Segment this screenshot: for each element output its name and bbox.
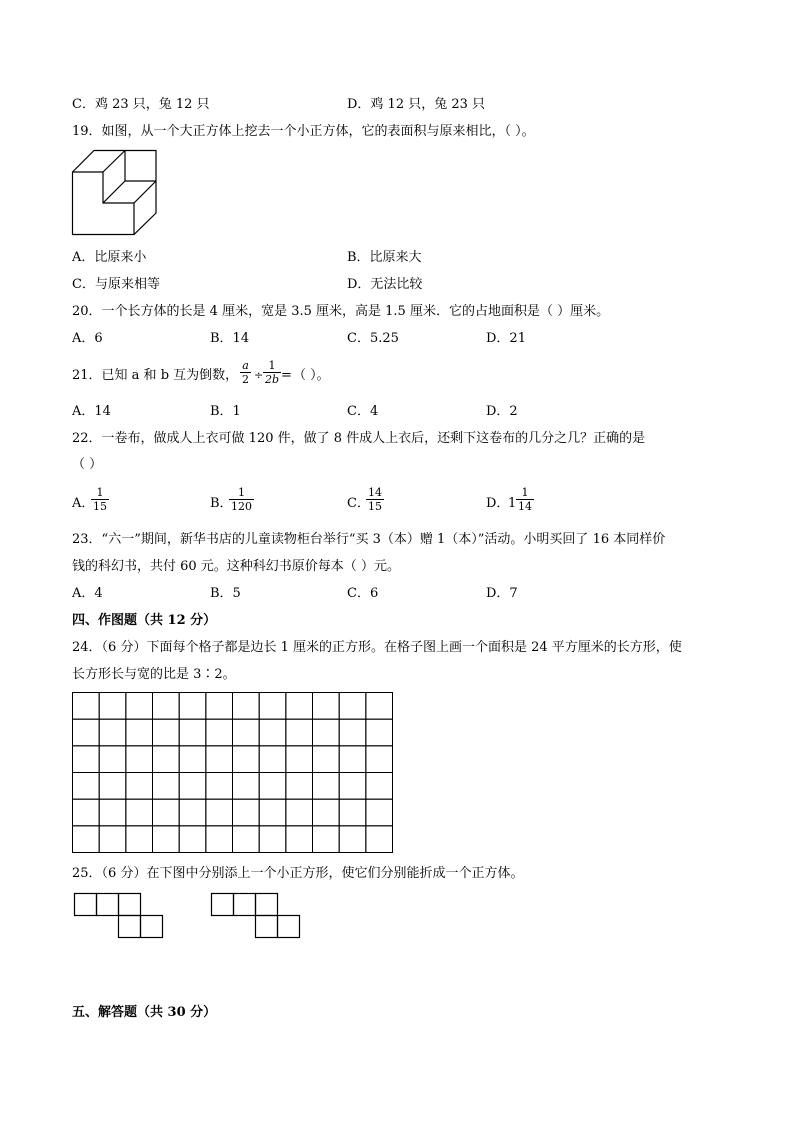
grid-cell (179, 719, 206, 746)
grid-cell (73, 693, 100, 720)
question-22: 22．一卷布，做成人上衣可做 120 件，做了 8 件成人上衣后，还剩下这卷布的几分之几？正确的是 (72, 431, 646, 446)
grid-cell (313, 773, 340, 800)
grid-cell (126, 799, 153, 826)
grid-cell (339, 826, 366, 853)
grid-cell (126, 746, 153, 773)
divide-sign: ÷ (254, 369, 264, 382)
option-d: D．鸡 12 只，兔 23 只 (347, 97, 486, 112)
grid-cell (153, 799, 180, 826)
grid-cell (73, 746, 100, 773)
grid-cell (366, 719, 393, 746)
grid-cell (286, 799, 313, 826)
grid-cell (233, 746, 260, 773)
cube-figure (72, 150, 162, 240)
grid-cell (233, 826, 260, 853)
grid-cell (233, 799, 260, 826)
square-grid (72, 692, 393, 853)
question-25: 25．（6 分）在下图中分别添上一个小正方形，使它们分别能折成一个正方体。 (72, 866, 524, 881)
grid-cell (99, 773, 126, 800)
question-19: 19．如图，从一个大正方体上挖去一个小正方体，它的表面积与原来相比，（ ）。 (72, 124, 535, 139)
option-c: C．与原来相等 (72, 277, 160, 292)
grid-cell (259, 773, 286, 800)
option-b: B． (210, 496, 233, 511)
grid-cell (153, 826, 180, 853)
grid-cell (339, 799, 366, 826)
option-c: C．鸡 23 只，兔 12 只 (72, 97, 210, 112)
fraction-1-over-2b: $\frac{1}{2b}$ (265, 359, 280, 386)
option-b: B．14 (210, 331, 250, 346)
grid-cell (126, 693, 153, 720)
grid-cell (313, 719, 340, 746)
grid-cell (153, 773, 180, 800)
grid-cell (233, 719, 260, 746)
grid-cell (366, 773, 393, 800)
grid-cell (339, 693, 366, 720)
grid-cell (126, 826, 153, 853)
grid-cell (313, 799, 340, 826)
question-24-cont: 长方形长与宽的比是 3∶2。 (72, 667, 236, 682)
question-20: 20．一个长方体的长是 4 厘米，宽是 3.5 厘米，高是 1.5 厘米．它的占地面积是（ ）厘米。 (72, 304, 610, 319)
grid-cell (73, 773, 100, 800)
option-a: A． (72, 496, 95, 511)
section-heading: 四、作图题（共 12 分） (72, 613, 217, 628)
grid-cell (366, 826, 393, 853)
option-b: B．1 (210, 404, 241, 419)
grid-cell (313, 693, 340, 720)
option-d: D．2 (486, 404, 518, 419)
option-a: A．14 (72, 404, 111, 419)
grid-cell (286, 746, 313, 773)
option-a: A．比原来小 (72, 250, 147, 265)
grid-cell (286, 693, 313, 720)
option-d: D．无法比较 (347, 277, 423, 292)
grid-cell (286, 826, 313, 853)
grid-cell (73, 799, 100, 826)
grid-cell (153, 746, 180, 773)
question-24: 24．（6 分）下面每个格子都是边长 1 厘米的正方形。在格子图上画一个面积是 24 平方厘米的长方形，使 (72, 640, 682, 655)
grid-cell (99, 693, 126, 720)
fraction-a-over-2: $\frac{a}{2}$ (242, 359, 249, 386)
option-a: A．4 (72, 586, 103, 601)
option-c: C．6 (347, 586, 379, 601)
grid-cell (259, 693, 286, 720)
grid-cell (179, 693, 206, 720)
grid-cell (206, 746, 233, 773)
grid-cell (339, 773, 366, 800)
grid-cell (206, 773, 233, 800)
grid-cell (366, 799, 393, 826)
net-figure-right (211, 893, 303, 941)
grid-cell (259, 719, 286, 746)
grid-cell (339, 719, 366, 746)
grid-cell (286, 719, 313, 746)
option-d: D．21 (486, 331, 526, 346)
mixed-number-whole: 1 (508, 496, 517, 511)
option-d: D． (486, 496, 510, 511)
fraction-1-120: $\frac{1}{120}$ (231, 486, 252, 513)
grid-cell (366, 693, 393, 720)
grid-cell (179, 826, 206, 853)
grid-cell (126, 719, 153, 746)
grid-cell (179, 773, 206, 800)
grid-cell (366, 746, 393, 773)
grid-cell (259, 826, 286, 853)
option-a: A．6 (72, 331, 103, 346)
fraction-14-15: $\frac{14}{15}$ (368, 486, 382, 513)
grid-cell (179, 799, 206, 826)
grid-cell (233, 693, 260, 720)
grid-cell (99, 746, 126, 773)
grid-cell (73, 719, 100, 746)
grid-cell (206, 693, 233, 720)
grid-cell (259, 746, 286, 773)
section-heading: 五、解答题（共 30 分） (72, 1005, 217, 1020)
question-23: 23．“六一”期间，新华书店的儿童读物柜台举行“买 3（本）赠 1（本）”活动。小明买回了 16 本同样价 (72, 532, 666, 547)
option-c: C．5.25 (347, 331, 399, 346)
question-21: 21．已知 a 和 b 互为倒数， (72, 368, 239, 383)
option-b: B．比原来大 (347, 250, 422, 265)
equals-sign: = (281, 368, 292, 383)
grid-cell (153, 719, 180, 746)
grid-cell (179, 746, 206, 773)
grid-cell (99, 826, 126, 853)
grid-cell (286, 773, 313, 800)
grid-cell (73, 826, 100, 853)
grid-cell (313, 826, 340, 853)
grid-cell (153, 693, 180, 720)
grid-cell (206, 826, 233, 853)
net-figure-left (74, 893, 166, 941)
grid-cell (339, 746, 366, 773)
grid-cell (99, 799, 126, 826)
option-c: C．4 (347, 404, 379, 419)
answer-blank: （ ） (72, 457, 103, 472)
fraction-1-14: $\frac{1}{14}$ (518, 486, 532, 513)
answer-blank: （ ）。 (293, 368, 330, 383)
option-b: B．5 (210, 586, 241, 601)
option-d: D．7 (486, 586, 518, 601)
grid-cell (206, 719, 233, 746)
grid-cell (259, 799, 286, 826)
grid-cell (206, 799, 233, 826)
question-23-cont: 钱的科幻书，共付 60 元。这种科幻书原价每本（ ）元。 (72, 559, 400, 574)
grid-cell (126, 773, 153, 800)
grid-cell (313, 746, 340, 773)
grid-cell (99, 719, 126, 746)
fraction-1-15: $\frac{1}{15}$ (93, 486, 107, 513)
option-c: C． (347, 496, 370, 511)
grid-cell (233, 773, 260, 800)
